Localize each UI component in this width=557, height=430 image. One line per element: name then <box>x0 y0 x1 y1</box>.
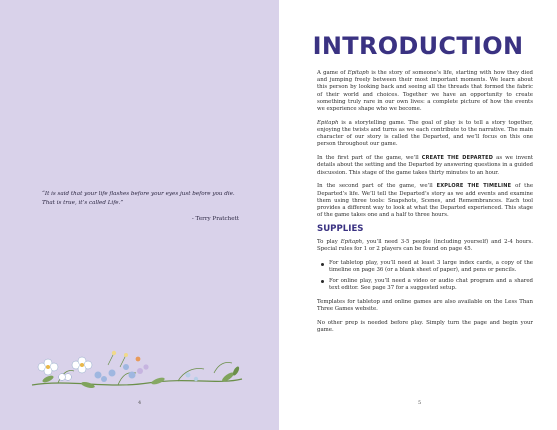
paragraph <box>317 120 533 149</box>
list-item: For tabletop play, you’ll need at least 3 large index cards, a copy of the timeline on page 36 (or a blank sheet of paper), and pens or pencils. <box>317 260 533 274</box>
text-run: In the second part of the game, we’ll <box>317 183 437 190</box>
supplies-list <box>317 260 533 292</box>
text-run: In the first part of the game, we’ll <box>317 155 422 162</box>
text-run: is the story of someone’s life, starting with how they died and jumping freely between their most important moments. We learn about this person by looking back and seeing all the threads that formed the fabric of their world and choices. Together we have an opportunity to create something truly rare in our own lives: a complete picture of how the events we experience shape who we become. <box>317 70 533 113</box>
paragraph: No other prep is needed before play. Simply turn the page and begin your game. <box>317 319 533 333</box>
page-title: INTRODUCTION <box>312 32 524 60</box>
text-run: A game of <box>317 70 348 76</box>
text-run: To play <box>317 239 341 246</box>
keyword: EXPLORE THE TIMELINE <box>436 183 512 190</box>
quote-attribution: - Terry Pratchett <box>191 216 239 222</box>
list-item: For online play, you’ll need a video or audio chat program and a shared text editor. See page 37 for a suggested setup. <box>317 278 533 292</box>
game-title: Epitaph <box>340 239 363 246</box>
game-title: Epitaph <box>317 119 339 126</box>
quote-line: That is true, it’s called Life.” <box>42 200 124 206</box>
body-text <box>317 70 533 341</box>
text-run: as we invent details about the setting and the Departed by answering questions in a guided discussion. This stage of the game takes thirty minutes to an hour. <box>317 155 533 176</box>
keyword: CREATE THE DEPARTED <box>421 155 494 162</box>
game-title: Epitaph <box>347 70 370 76</box>
epigraph-quote <box>42 190 252 208</box>
section-heading: SUPPLIES <box>317 224 364 235</box>
text-run: of the Departed’s life. We’ll tell the Departed’s story as we add events and examine them using three tools: Snapshots, Scenes, and Remembrances. Each tool provides a different way to look at what the Departed experienced. This stage of the game takes one and a half to three hours. <box>317 183 534 219</box>
flower-garland-illustration <box>28 345 248 393</box>
paragraph <box>317 239 533 253</box>
quote-line: “It is said that your life flashes before your eyes just before you die. <box>42 191 235 197</box>
paragraph <box>317 70 533 113</box>
right-page <box>279 0 557 430</box>
text-run: , you’ll need 3-5 people (including yourself) and 2-4 hours. Special rules for 1 or 2 players can be found on page 45. <box>317 239 533 253</box>
page-number: 5 <box>418 400 422 406</box>
text-run: is a storytelling game. The goal of play is to tell a story together, enjoying the twists and turns as we each contribute to the narrative. The main character of our story is called the Departed, and we’ll focus on this one person throughout our game. <box>317 119 533 148</box>
paragraph <box>317 155 533 177</box>
page-number: 4 <box>138 400 142 406</box>
paragraph: Templates for tabletop and online games are also available on the Less Than Three Games website. <box>317 298 533 312</box>
paragraph <box>317 183 533 219</box>
